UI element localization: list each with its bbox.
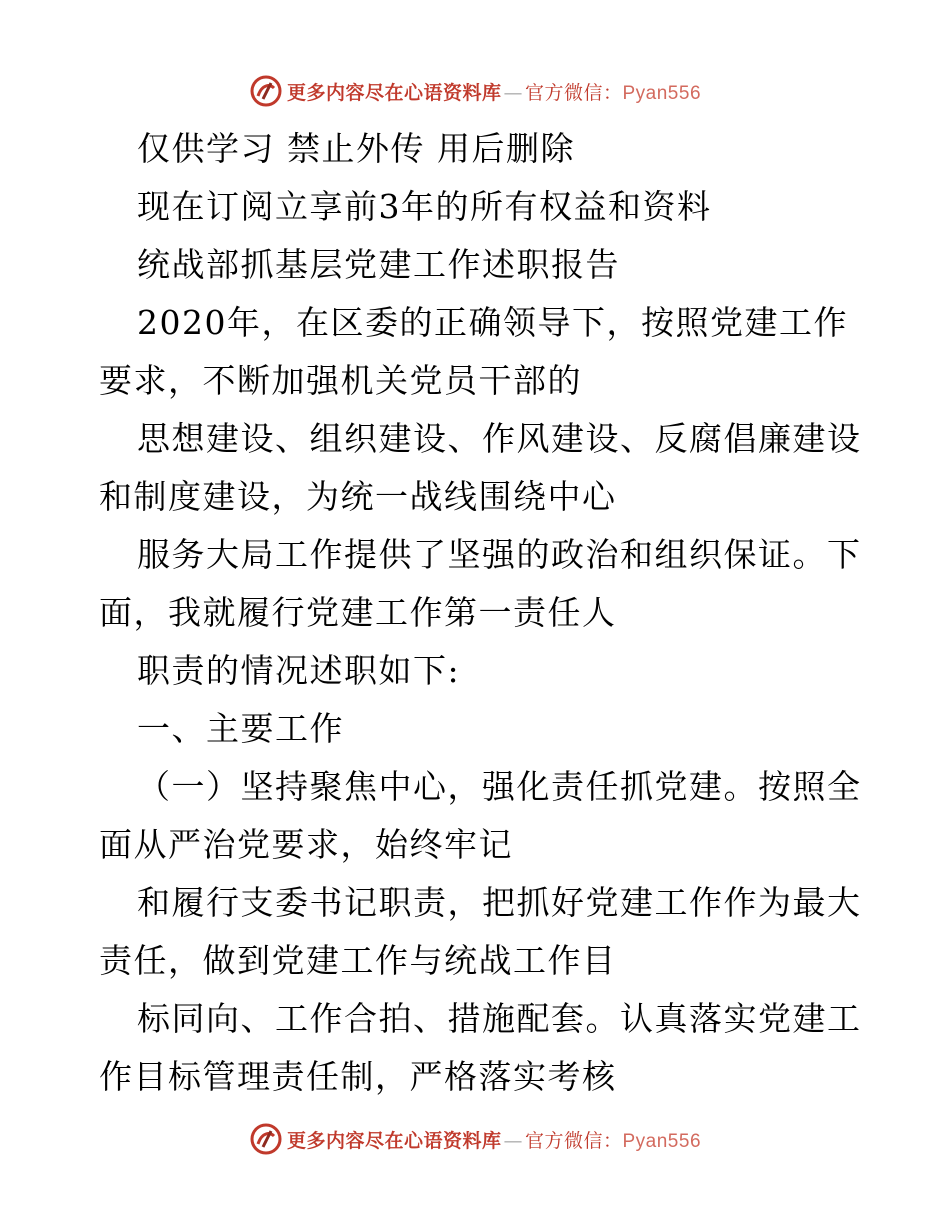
banner-text	[287, 78, 701, 105]
banner-wechat-id: Pyan556	[622, 1130, 702, 1152]
banner-wechat-label: 官方微信：	[524, 1129, 623, 1152]
text-line: 仅供学习 禁止外传 用后删除	[137, 129, 575, 168]
banner-main-text: 更多内容尽在心语资料库	[286, 1129, 502, 1152]
text-line: 现在订阅立享前3年的所有权益和资料	[137, 187, 712, 226]
text-line: 思想建设、组织建设、作风建设、反腐倡廉建设	[137, 419, 862, 458]
banner-dash: —	[503, 81, 523, 104]
text-line: 面从严治党要求，始终牢记	[99, 825, 513, 864]
text-line: 标同向、工作合拍、措施配套。认真落实党建工	[137, 999, 862, 1038]
banner-text	[287, 1126, 701, 1153]
section-heading: 一、主要工作	[137, 709, 344, 748]
text-line: 作目标管理责任制，严格落实考核	[99, 1057, 617, 1096]
footer-watermark-banner	[0, 1114, 950, 1164]
banner-dash: —	[503, 1129, 523, 1152]
text-line: 责任，做到党建工作与统战工作目	[99, 941, 617, 980]
text-line: 服务大局工作提供了坚强的政治和组织保证。下	[137, 535, 862, 574]
banner-wechat-label: 官方微信：	[524, 81, 623, 104]
banner-main-text: 更多内容尽在心语资料库	[286, 81, 502, 104]
banner-wechat-id: Pyan556	[622, 82, 702, 104]
text-line: 面，我就履行党建工作第一责任人	[99, 593, 617, 632]
brand-logo-icon	[249, 1122, 283, 1156]
document-title: 统战部抓基层党建工作述职报告	[137, 245, 620, 284]
text-line: 2020年，在区委的正确领导下，按照党建工作	[137, 303, 848, 342]
subsection-heading: （一）坚持聚焦中心，强化责任抓党建。按照全	[137, 767, 862, 806]
brand-logo-icon	[249, 74, 283, 108]
header-watermark-banner	[0, 66, 950, 116]
text-line: 和制度建设，为统一战线围绕中心	[99, 477, 617, 516]
text-line: 和履行支委书记职责，把抓好党建工作作为最大	[137, 883, 862, 922]
text-line: 职责的情况述职如下:	[137, 651, 461, 690]
text-line: 要求，不断加强机关党员干部的	[99, 361, 582, 400]
